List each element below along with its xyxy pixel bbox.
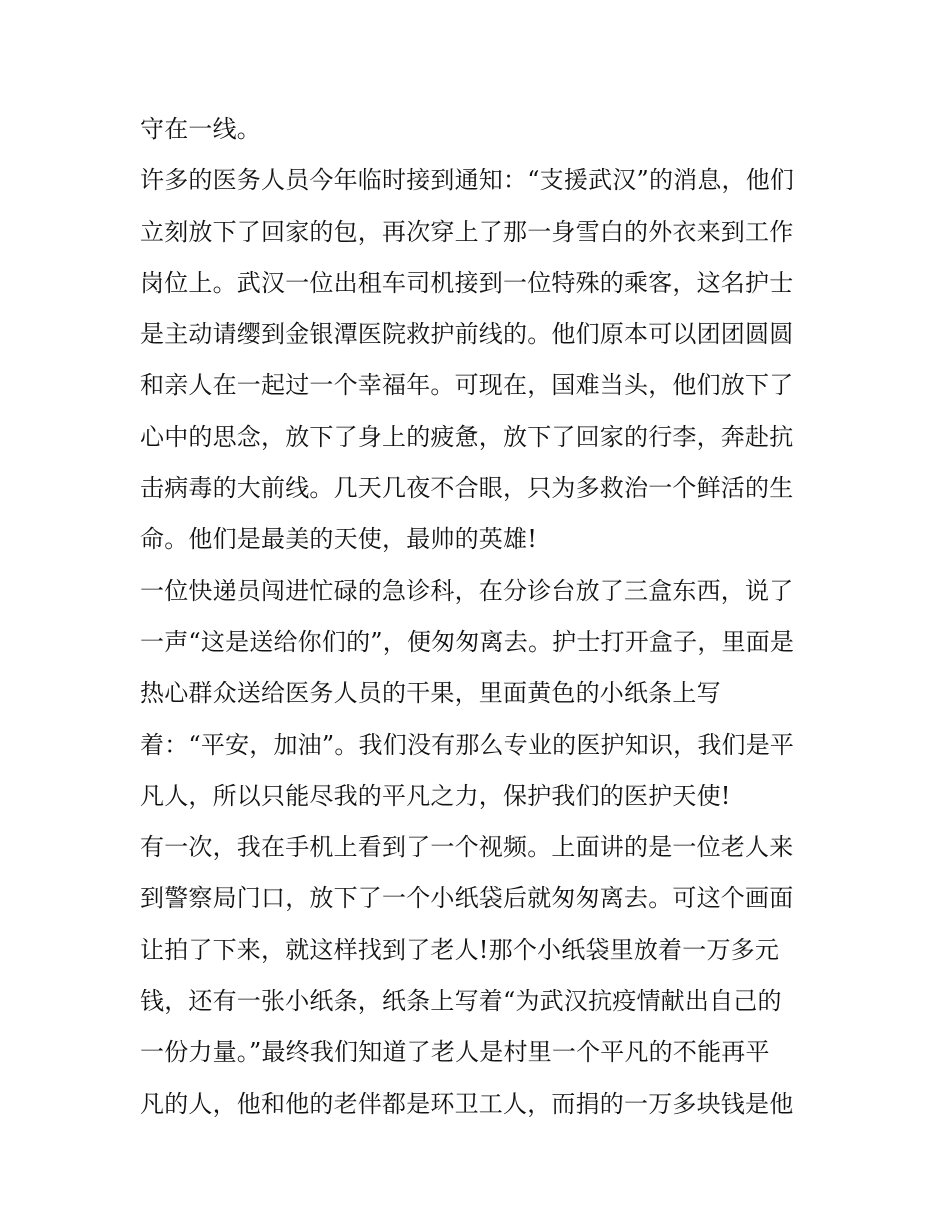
text-line: 守在一线。 <box>140 115 261 143</box>
text-line: 有一次，我在手机上看到了一个视频。上面讲的是一位老人来 <box>140 833 794 862</box>
text-line: 心中的思念，放下了身上的疲惫，放下了回家的行李，奔赴抗 <box>140 422 794 451</box>
text-line: 许多的医务人员今年临时接到通知：“支援武汉”的消息，他们 <box>140 166 795 195</box>
text-line: 凡人，所以只能尽我的平凡之力，保护我们的医护天使! <box>140 781 731 810</box>
body-text <box>140 104 830 1130</box>
text-line: 立刻放下了回家的包，再次穿上了那一身雪白的外衣来到工作 <box>140 217 794 246</box>
text-line: 一声“这是送给你们的”，便匆匆离去。护士打开盒子，里面是 <box>140 627 795 656</box>
text-line: 让拍了下来，就这样找到了老人!那个小纸袋里放着一万多元 <box>140 935 780 964</box>
text-line: 一份力量。”最终我们知道了老人是村里一个平凡的不能再平 <box>140 1038 770 1067</box>
text-line: 命。他们是最美的天使，最帅的英雄! <box>140 525 538 554</box>
text-line: 凡的人，他和他的老伴都是环卫工人，而捐的一万多块钱是他 <box>140 1089 794 1118</box>
text-line: 钱，还有一张小纸条，纸条上写着“为武汉抗疫情献出自己的 <box>140 987 782 1016</box>
text-line: 岗位上。武汉一位出租车司机接到一位特殊的乘客，这名护士 <box>140 268 794 297</box>
text-line: 着：“平安，加油”。我们没有那么专业的医护知识，我们是平 <box>140 730 795 759</box>
text-line: 热心群众送给医务人员的干果，里面黄色的小纸条上写 <box>140 679 721 708</box>
text-line: 到警察局门口，放下了一个小纸袋后就匆匆离去。可这个画面 <box>140 884 794 913</box>
text-line: 击病毒的大前线。几天几夜不合眼，只为多救治一个鲜活的生 <box>140 474 794 503</box>
text-line: 一位快递员闯进忙碌的急诊科，在分诊台放了三盒东西，说了 <box>140 576 794 605</box>
text-line: 是主动请缨到金银潭医院救护前线的。他们原本可以团团圆圆 <box>140 320 794 349</box>
text-line: 和亲人在一起过一个幸福年。可现在，国难当头，他们放下了 <box>140 371 794 400</box>
